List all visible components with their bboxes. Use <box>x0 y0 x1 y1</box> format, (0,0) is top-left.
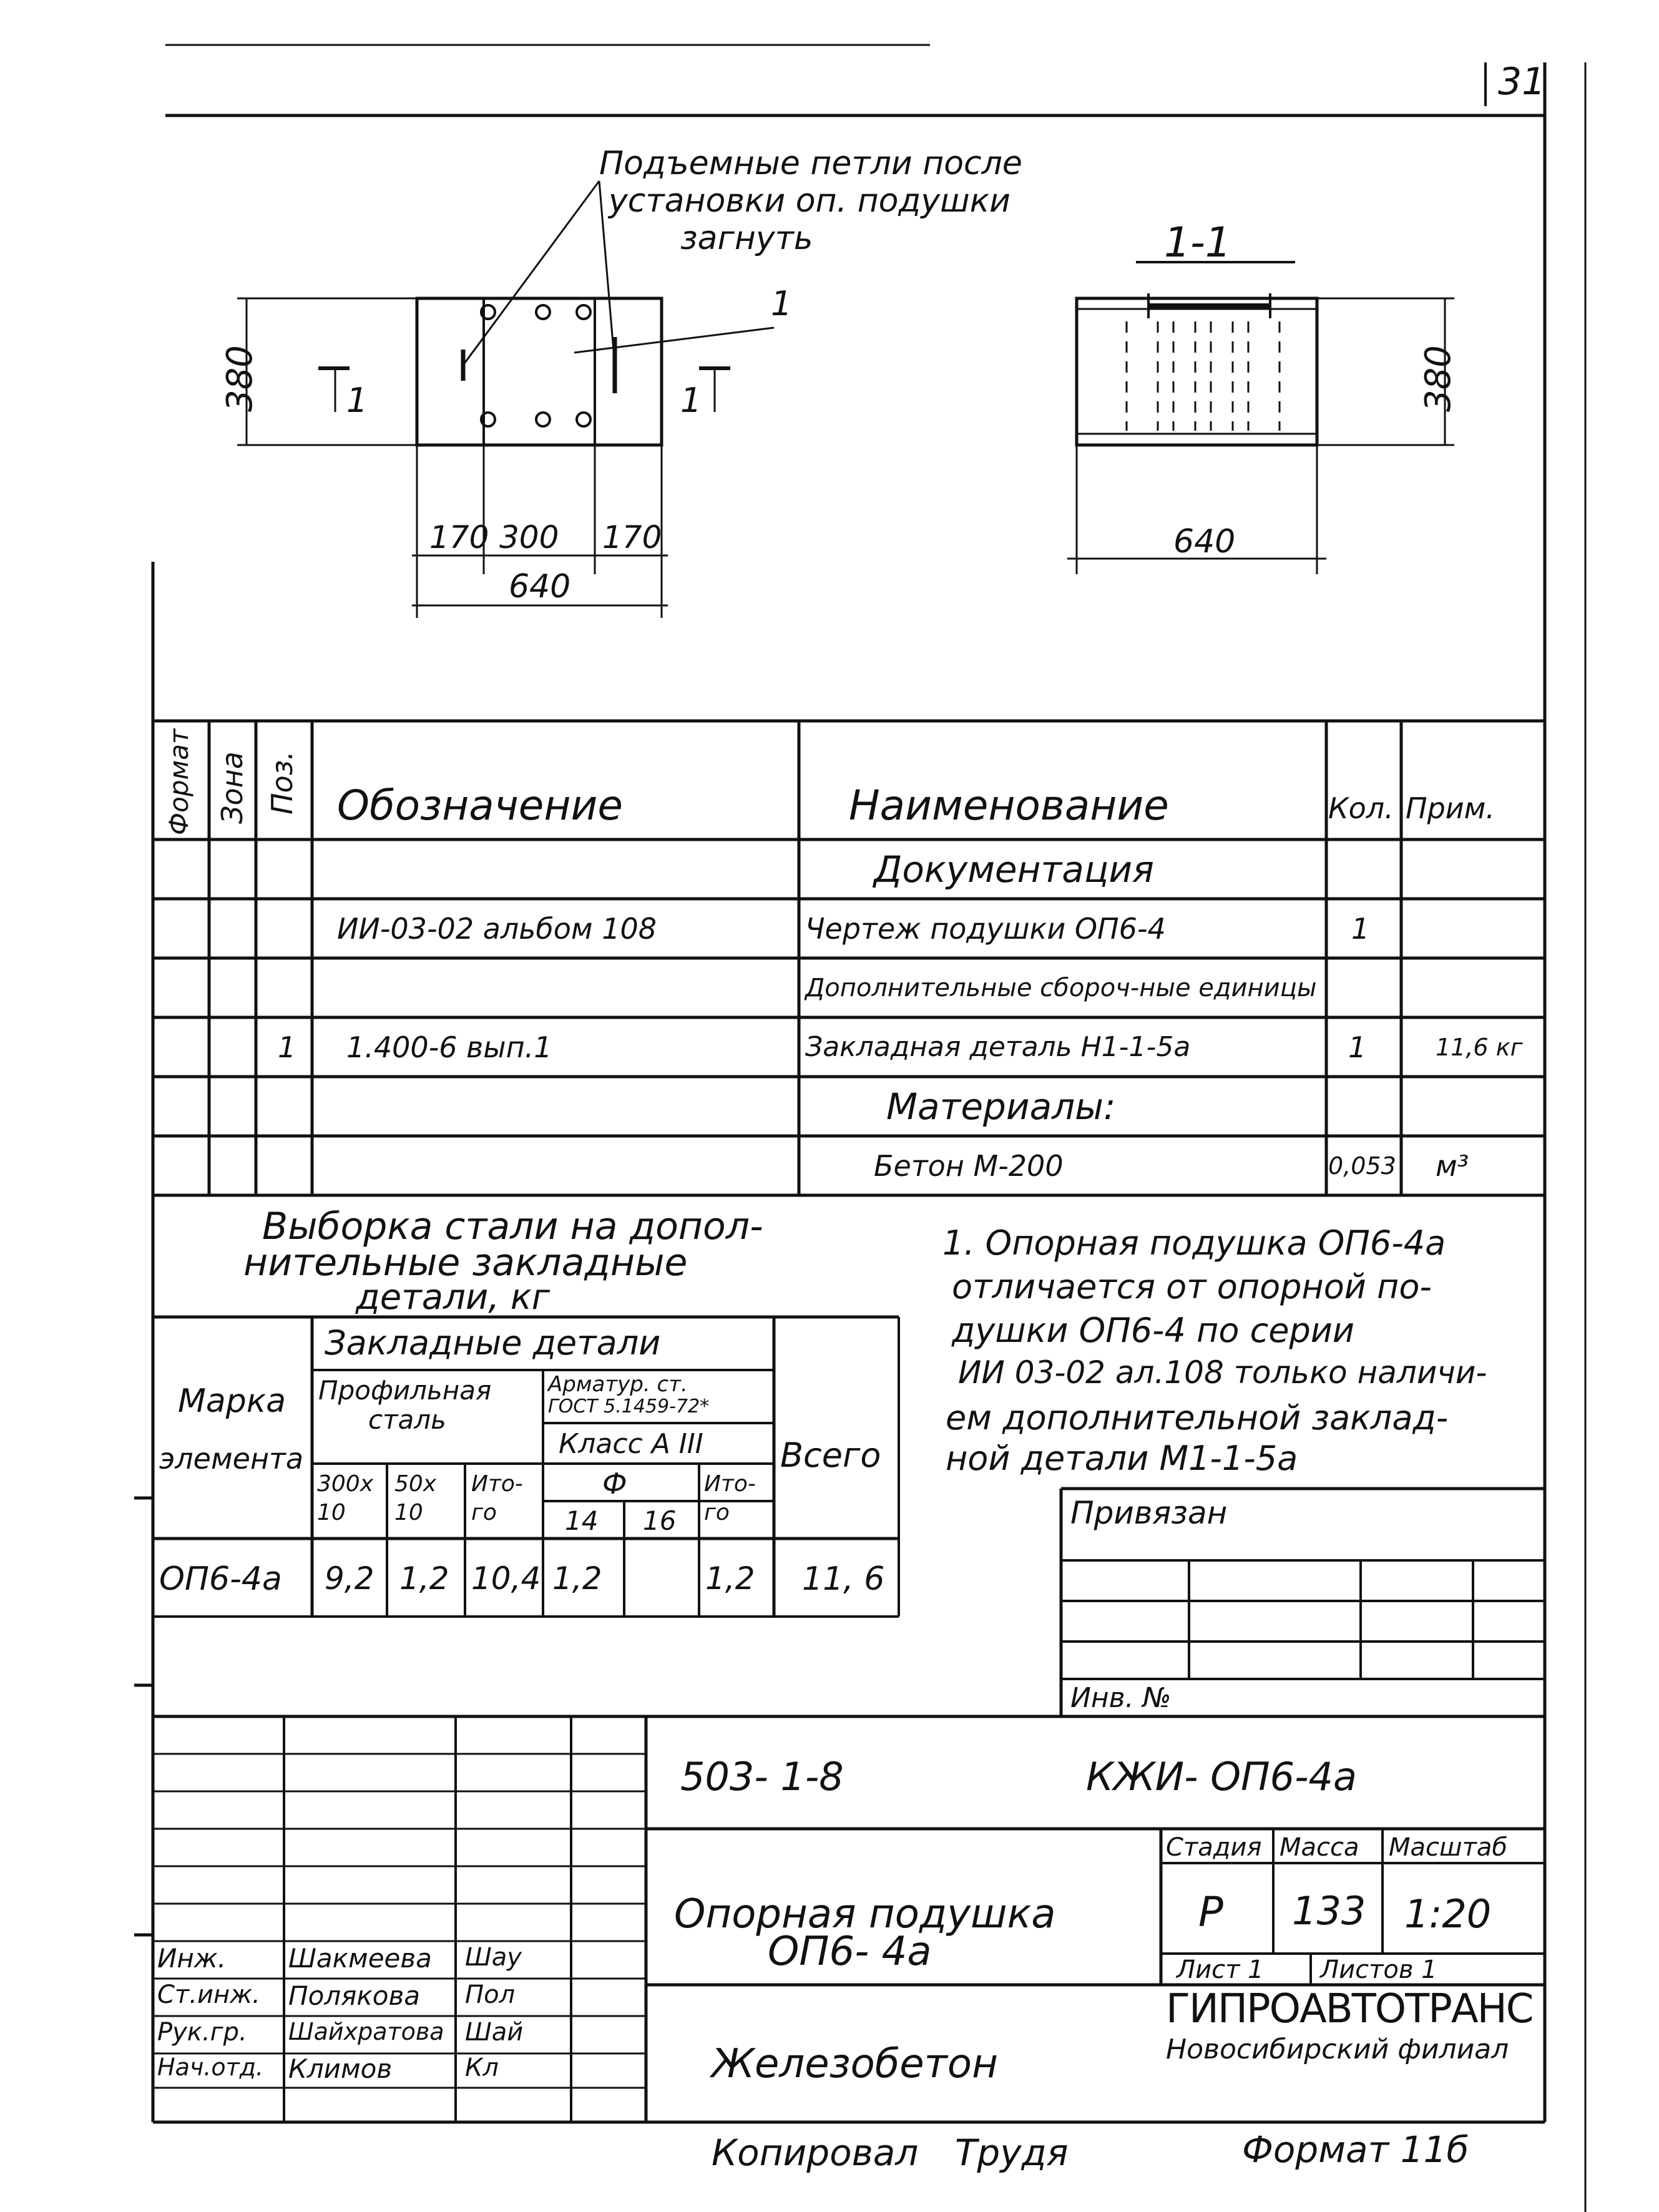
steel-row-mark: ОП6-4а <box>159 1560 282 1598</box>
spec-row-2-name: Чертеж подушки ОП6-4 <box>805 911 1166 946</box>
note-line4: ИИ 03-02 ал.108 только наличи- <box>958 1354 1487 1391</box>
steel-title-line3: детали, кг <box>356 1277 551 1318</box>
steel-h-phi: Ф <box>602 1467 627 1500</box>
spec-row-4-name: Закладная деталь Н1-1-5а <box>805 1031 1191 1063</box>
steel-h-col-300x10: 300х 10 <box>317 1471 374 1525</box>
header-designation: Обозначение <box>337 781 623 830</box>
stamp-scale-header: Масштаб <box>1389 1833 1508 1862</box>
spec-row-4-pos: 1 <box>278 1030 296 1064</box>
note-line5: ем дополнительной заклад- <box>946 1398 1449 1437</box>
note-loops-line3: загнуть <box>680 220 813 257</box>
person-1-signature: Шау <box>465 1943 522 1972</box>
steel-h-embedded: Закладные детали <box>325 1323 661 1363</box>
note-line3: душки ОП6-4 по серии <box>952 1311 1354 1350</box>
spec-row-2-designation: ИИ-03-02 альбом 108 <box>337 911 657 946</box>
stamp-stage-header: Стадия <box>1166 1833 1262 1862</box>
steel-h-col-total-rebar: Ито- го <box>704 1471 756 1525</box>
person-2-role: Ст.инж. <box>157 1980 260 2009</box>
dim-plan-height: 380 <box>220 345 260 412</box>
header-qty: Кол. <box>1328 791 1394 825</box>
spec-row-1-name: Документация <box>874 848 1154 891</box>
stamp-sheet: Лист 1 <box>1177 1955 1264 1984</box>
spec-row-6-note: м³ <box>1436 1148 1469 1183</box>
stamp-organization: ГИПРОАВТОТРАНС <box>1166 1986 1533 2032</box>
dim-section-height: 380 <box>1418 345 1459 412</box>
steel-h-mark2: элемента <box>159 1442 304 1475</box>
dim-plan-right: 170 <box>602 519 662 555</box>
note-loops-line1: Подъемные петли после <box>599 145 1022 182</box>
stamp-branch: Новосибирский филиал <box>1166 2033 1509 2065</box>
note-line6: ной детали М1-1-5а <box>946 1439 1298 1478</box>
header-note: Прим. <box>1406 791 1495 825</box>
inventory-number-label: Инв. № <box>1070 1682 1172 1714</box>
steel-row-c1: 9,2 <box>325 1560 374 1597</box>
stamp-stage: Р <box>1198 1888 1223 1936</box>
footer-copied: Копировал <box>712 2131 919 2174</box>
note-line2: отличается от опорной по- <box>952 1267 1432 1306</box>
steel-h-profile1: Профильная <box>318 1375 492 1406</box>
person-1-name: Шакмеева <box>288 1943 432 1974</box>
stamp-title-line1: Опорная подушка <box>674 1891 1056 1937</box>
person-1-role: Инж. <box>157 1943 227 1974</box>
spec-row-6-name: Бетон М-200 <box>874 1148 1064 1183</box>
person-2-name: Полякова <box>288 1980 420 2011</box>
steel-title-line1: Выборка стали на допол- <box>262 1205 763 1248</box>
binding-label: Привязан <box>1070 1495 1228 1531</box>
dim-plan-total: 640 <box>509 568 571 605</box>
steel-h-class: Класс А III <box>559 1428 703 1460</box>
stamp-series: 503- 1-8 <box>680 1754 844 1799</box>
spec-row-4-qty: 1 <box>1348 1030 1367 1064</box>
steel-h-col-50x10: 50х 10 <box>394 1471 437 1525</box>
footer-copier-signature: Трудя <box>955 2131 1069 2174</box>
person-3-signature: Шай <box>465 2018 524 2047</box>
person-4-signature: Кл <box>465 2053 499 2082</box>
person-4-name: Климов <box>288 2053 393 2084</box>
note-loops-line2: установки оп. подушки <box>609 182 1011 220</box>
steel-h-rebar1: Арматур. ст. <box>548 1372 688 1397</box>
spec-row-4-designation: 1.400-6 вып.1 <box>346 1030 552 1064</box>
spec-row-2-qty: 1 <box>1351 911 1370 946</box>
stamp-title-line2: ОП6- 4а <box>768 1929 932 1975</box>
stamp-mass: 133 <box>1292 1888 1366 1934</box>
section-mark-right: 1 <box>680 381 702 420</box>
dim-plan-left: 170 <box>429 519 489 555</box>
stamp-sheets: Листов 1 <box>1320 1955 1437 1984</box>
header-format: Формат <box>164 728 194 835</box>
person-3-name: Шайхратова <box>288 2018 444 2045</box>
steel-row-c2: 1,2 <box>399 1560 449 1597</box>
header-name: Наименование <box>849 781 1169 830</box>
steel-h-rebar2: ГОСТ 5.1459-72* <box>548 1396 710 1417</box>
steel-title-line2: нительные закладные <box>243 1241 688 1285</box>
steel-row-c6: 1,2 <box>705 1560 755 1597</box>
position-label: 1 <box>771 284 793 323</box>
steel-row-c3: 10,4 <box>471 1560 541 1597</box>
steel-h-col-16: 16 <box>643 1505 677 1536</box>
spec-row-6-qty: 0,053 <box>1328 1152 1396 1180</box>
header-zone: Зона <box>215 751 249 824</box>
person-2-signature: Пол <box>465 1980 516 2009</box>
section-title: 1-1 <box>1164 218 1231 267</box>
spec-row-5-name: Материалы: <box>886 1085 1116 1128</box>
steel-row-total: 11, 6 <box>802 1560 885 1598</box>
stamp-mass-header: Масса <box>1280 1833 1359 1862</box>
steel-h-profile2: сталь <box>368 1404 446 1435</box>
steel-h-mark1: Марка <box>178 1382 286 1420</box>
header-pos: Поз. <box>265 751 299 815</box>
person-3-role: Рук.гр. <box>157 2018 247 2047</box>
dim-plan-mid: 300 <box>499 519 559 555</box>
dim-section-width: 640 <box>1173 523 1236 560</box>
note-line1: 1. Опорная подушка ОП6-4а <box>942 1223 1446 1263</box>
stamp-scale: 1:20 <box>1404 1891 1492 1937</box>
stamp-material: Железобетон <box>712 2041 998 2087</box>
spec-row-3-name: Дополнительные сбороч-ные единицы <box>805 973 1317 1002</box>
section-mark-left: 1 <box>346 381 368 420</box>
steel-h-col-total-profile: Ито- го <box>471 1471 523 1525</box>
person-4-role: Нач.отд. <box>157 2053 264 2081</box>
spec-row-4-note: 11,6 кг <box>1436 1033 1523 1061</box>
footer-format: Формат 11б <box>1242 2128 1469 2171</box>
steel-h-total: Всего <box>780 1436 881 1475</box>
steel-h-col-14: 14 <box>565 1505 599 1536</box>
page-number: 31 <box>1498 60 1546 104</box>
steel-row-c4: 1,2 <box>552 1560 602 1597</box>
stamp-code: КЖИ- ОП6-4а <box>1086 1754 1357 1799</box>
